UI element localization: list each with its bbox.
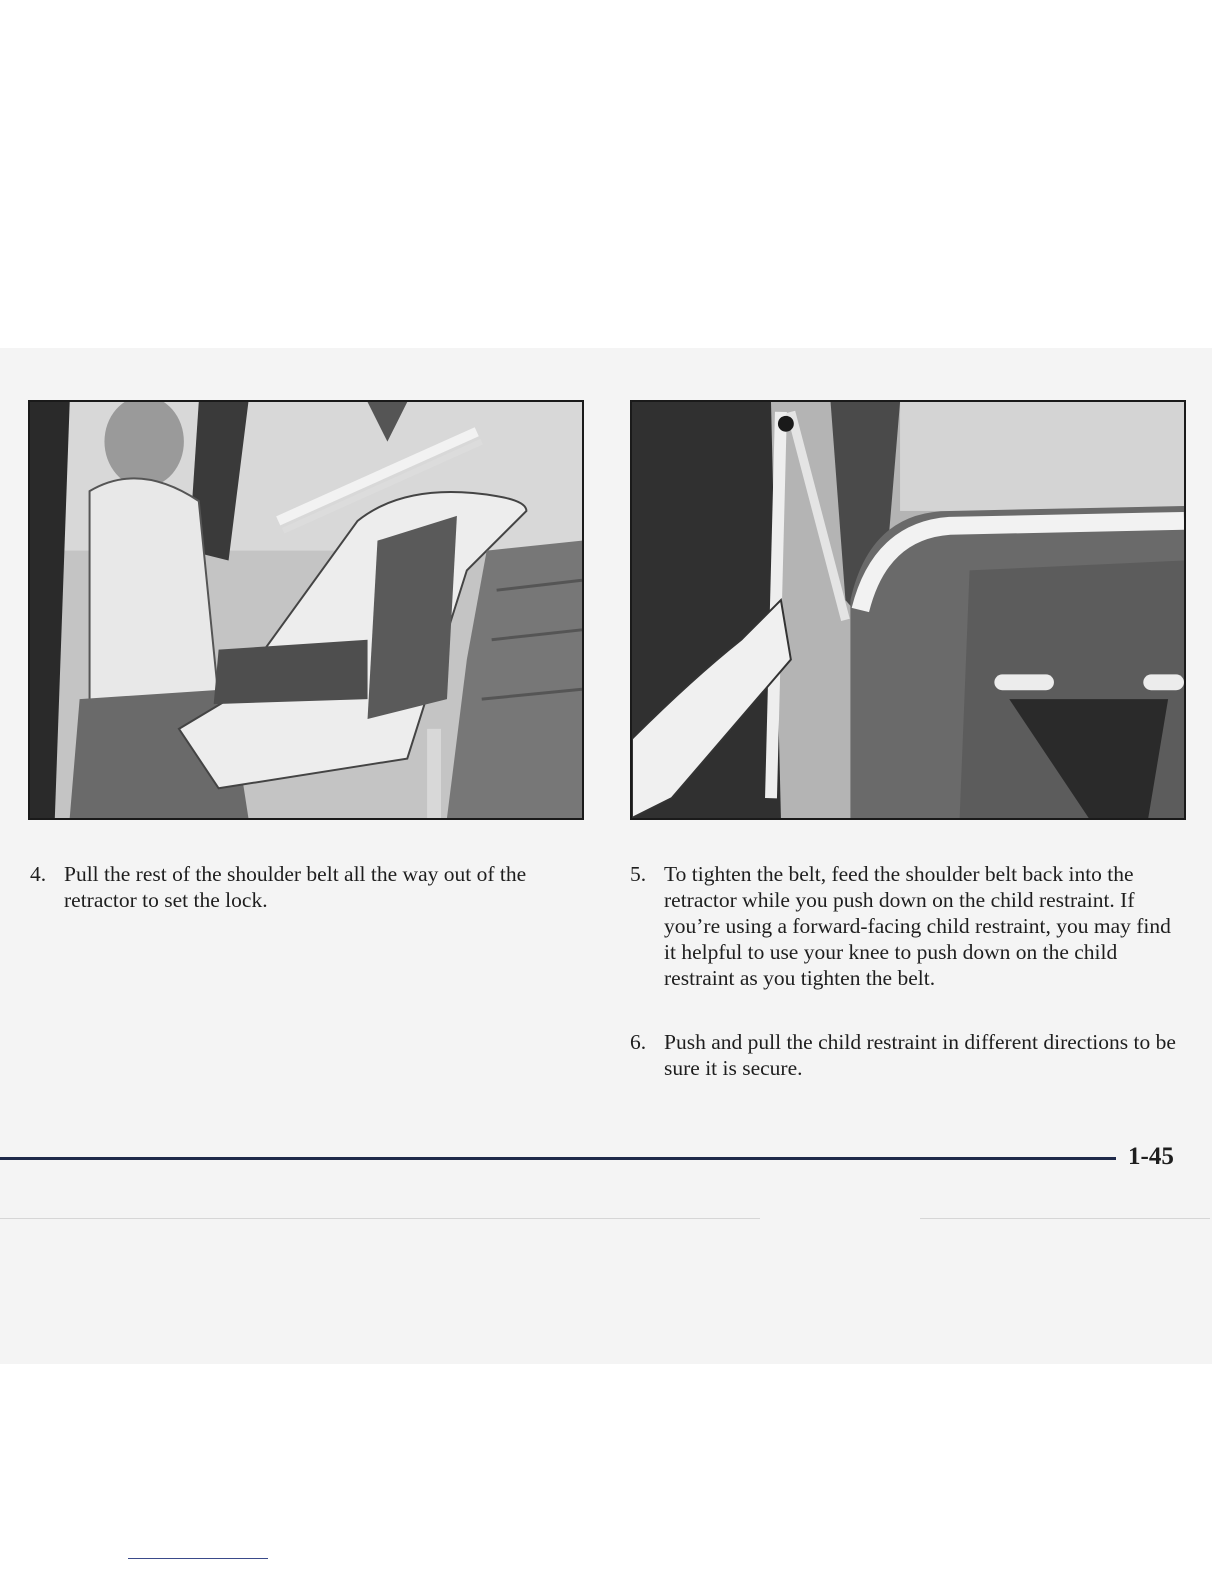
step-6-text: Push and pull the child restraint in different directions to be sure it is secure. xyxy=(664,1030,1176,1080)
step-5-number: 5. xyxy=(630,862,647,886)
step-4-number: 4. xyxy=(30,862,47,886)
step-5-text: To tighten the belt, feed the shoulder belt back into the retractor while you push down on the child restraint. If you’re using a forward-facing child restraint, you may find it helpful to use your knee to push down on the child restraint as you tighten the belt. xyxy=(664,862,1171,990)
step-4-text: Pull the rest of the shoulder belt all the way out of the retractor to set the lock. xyxy=(64,862,527,912)
illustration-tightening-belt xyxy=(630,400,1186,820)
underline-mark xyxy=(128,1558,268,1559)
scan-artifact-line xyxy=(0,1218,760,1219)
step-4 xyxy=(30,861,570,913)
illustration-pulling-shoulder-belt xyxy=(28,400,584,820)
page-number: 1-45 xyxy=(1128,1143,1174,1170)
footer-rule xyxy=(0,1157,1116,1160)
scan-artifact-line xyxy=(920,1218,1210,1219)
step-5 xyxy=(630,861,1180,991)
step-6-number: 6. xyxy=(630,1030,647,1054)
step-6 xyxy=(630,1029,1180,1081)
